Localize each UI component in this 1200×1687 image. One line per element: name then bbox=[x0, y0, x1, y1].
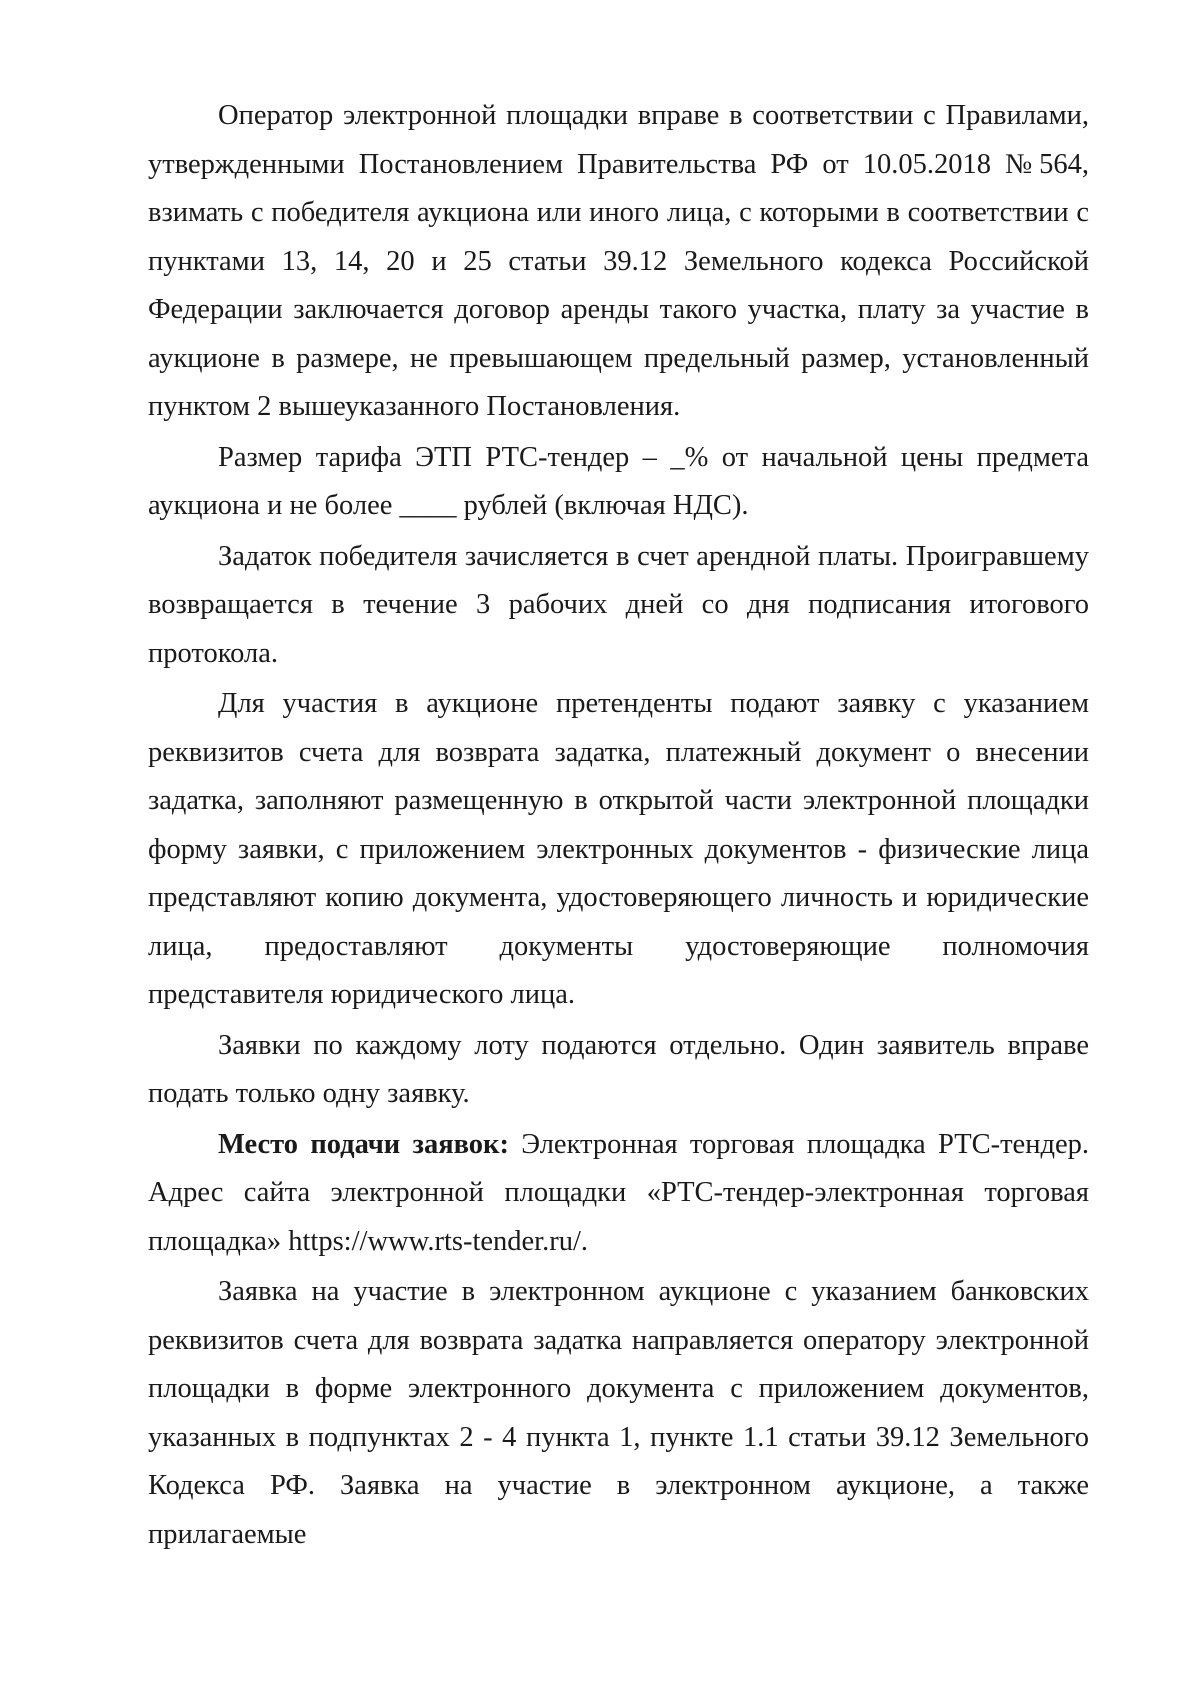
paragraph-operator-fee: Оператор электронной площадки вправе в соответствии с Правилами, утвержденными Постановлением Правительства РФ от 10.05.2018 №564, взимать с победителя аукциона или иного лица, с которыми в соответствии с пунктами 13, 14, 20 и 25 статьи 39.12 Земельного кодекса Российской Федерации заключается договор аренды такого участка, плату за участие в аукционе в размере, не превышающем предельный размер, установленный пунктом 2 вышеуказанного Постановления. bbox=[148, 100, 1089, 422]
paragraph-place-of-submission bbox=[148, 1121, 1089, 1267]
place-of-submission-text: Электронная торговая площадка РТС-тендер. Адрес сайта электронной площадки «РТС-тендер-электронная торговая площадка» https://www.rts-tender.ru/. bbox=[148, 1128, 1089, 1257]
paragraph-tariff: Размер тарифа ЭТП РТС-тендер – _% от начальной цены предмета аукциона и не более ____ рублей (включая НДС). bbox=[148, 441, 1089, 521]
paragraph-one-application: Заявки по каждому лоту подаются отдельно. Один заявитель вправе подать только одну заявку. bbox=[148, 1029, 1089, 1109]
paragraph-deposit: Задаток победителя зачисляется в счет арендной платы. Проигравшему возвращается в течение 3 рабочих дней со дня подписания итогового протокола. bbox=[148, 540, 1089, 669]
paragraph-application-form: Заявка на участие в электронном аукционе с указанием банковских реквизитов счета для возврата задатка направляется оператору электронной площадки в форме электронного документа с приложением документов, указанных в подпунктах 2 - 4 пункта 1, пункте 1.1 статьи 39.12 Земельного Кодекса РФ. Заявка на участие в электронном аукционе, а также прилагаемые bbox=[148, 1276, 1089, 1550]
place-of-submission-label: Место подачи заявок: bbox=[218, 1128, 509, 1160]
document-page bbox=[148, 92, 1089, 1559]
paragraph-participation: Для участия в аукционе претенденты подают заявку с указанием реквизитов счета для возврата задатка, платежный документ о внесении задатка, заполняют размещенную в открытой части электронной площадки форму заявки, с приложением электронных документов - физические лица представляют копию документа, удостоверяющего личность и юридические лица, предоставляют документы удостоверяющие полномочия представителя юридического лица. bbox=[148, 688, 1089, 1010]
